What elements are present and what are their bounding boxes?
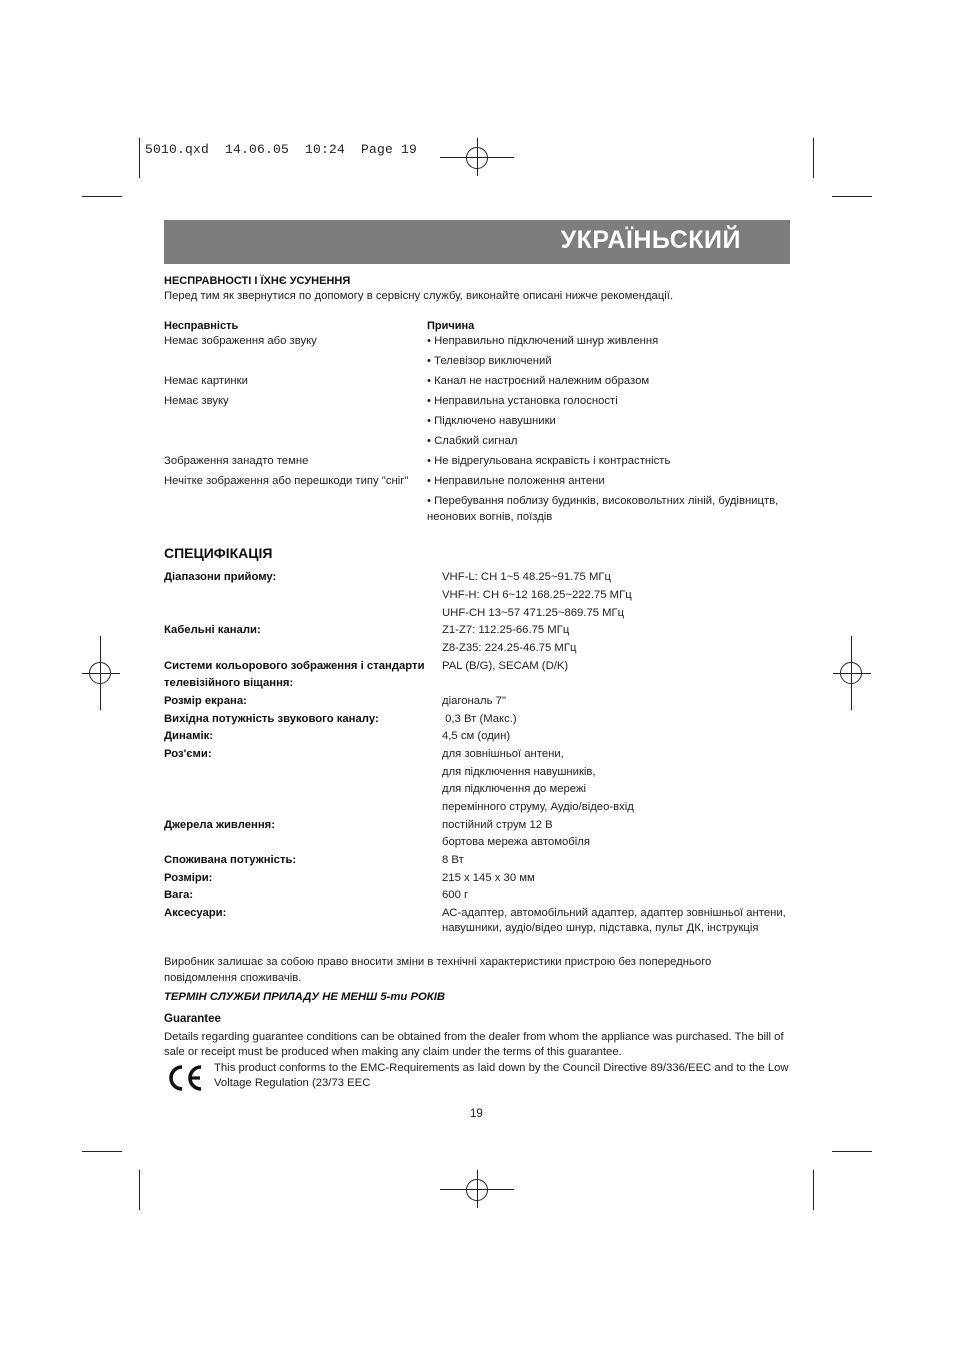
spec-label: Системи кольорового зображення і стандарти: [164, 660, 425, 672]
cause-text: • Перебування поблизу будинків, високовольтних ліній, будівництв,: [427, 495, 779, 507]
crop-mark: [832, 196, 872, 197]
spec-value: 600 г: [442, 889, 469, 901]
spec-value: для зовнішньої антени,: [442, 748, 564, 760]
spec-value: VHF-L: CH 1~5 48.25~91.75 МГц: [442, 571, 611, 583]
crop-mark: [139, 1170, 140, 1210]
fault-text: Немає звуку: [164, 395, 229, 407]
spec-value: VHF-H: CH 6~12 168.25~222.75 МГц: [442, 589, 632, 601]
cause-text: • Слабкий сигнал: [427, 435, 518, 447]
registration-circle: [89, 662, 111, 684]
crop-mark: [813, 138, 814, 178]
cause-text: • Канал не настроєний належним образом: [427, 375, 650, 387]
fault-text: Зображення занадто темне: [164, 455, 309, 467]
registration-circle: [466, 1179, 488, 1201]
spec-value: 8 Вт: [442, 854, 464, 866]
spec-value: постійний струм 12 В: [442, 819, 553, 831]
cause-text: • Неправильно підключений шнур живлення: [427, 335, 659, 347]
spec-value: навушники, аудіо/відео шнур, підставка, пульт ДК, інструкція: [442, 922, 759, 934]
fault-text: Нечітке зображення або перешкоди типу "сніг": [164, 475, 409, 487]
spec-label: Динамік:: [164, 730, 214, 742]
spec-value: перемінного струму, Аудіо/відео-вхід: [442, 801, 634, 813]
guarantee-text-line2: sale or receipt must be produced when making any claim under the terms of this guarantee.: [164, 1046, 622, 1058]
cause-text: • Неправильне положення антени: [427, 475, 605, 487]
registration-circle: [840, 662, 862, 684]
crop-mark: [832, 1151, 872, 1152]
spec-value: Z1-Z7: 112.25-66.75 МГц: [442, 624, 570, 636]
crop-mark: [813, 1170, 814, 1210]
spec-value: Z8-Z35: 224.25-46.75 МГц: [442, 642, 577, 654]
cause-text: • Не відрегульована яскравість і контрастність: [427, 455, 671, 467]
guarantee-text: Details regarding guarantee conditions can be obtained from the dealer from whom the appliance was purchased. The bill of: [164, 1031, 784, 1043]
manufacturer-note: Виробник залишає за собою право вносити зміни в технічні характеристики пристрою без попереднього: [164, 956, 712, 968]
troubleshooting-heading: НЕСПРАВНОСТІ І ЇХНЄ УСУНЕННЯ: [164, 275, 351, 287]
spec-value: PAL (B/G), SECAM (D/K): [442, 660, 569, 672]
file-slug: 5010.qxd 14.06.05 10:24 Page 19: [145, 142, 418, 157]
spec-value: 0,3 Вт (Макс.): [442, 713, 517, 725]
specification-heading: СПЕЦИФІКАЦІЯ: [164, 545, 273, 561]
spec-label: Вихідна потужність звукового каналу:: [164, 713, 379, 725]
fault-text: Немає картинки: [164, 375, 248, 387]
cause-text: • Телевізор виключений: [427, 355, 552, 367]
spec-label: Діапазони прийому:: [164, 571, 277, 583]
spec-label: Розміри:: [164, 872, 213, 884]
cause-column-header: Причина: [427, 320, 475, 332]
spec-label: Аксесуари:: [164, 907, 227, 919]
spec-label: Споживана потужність:: [164, 854, 297, 866]
spec-value: бортова мережа автомобіля: [442, 836, 590, 848]
service-life-note: ТЕРМІН СЛУЖБИ ПРИЛАДУ НЕ МЕНШ 5-ти РОКІВ: [164, 991, 446, 1003]
conformity-text: This product conforms to the EMC-Requirements as laid down by the Council Directive 89/336/EEC and to the Low: [214, 1062, 789, 1074]
manufacturer-note-line2: повідомлення споживачів.: [164, 972, 302, 984]
spec-label: Роз'єми:: [164, 748, 212, 760]
spec-label: Джерела живлення:: [164, 819, 276, 831]
spec-value: 215 x 145 x 30 мм: [442, 872, 535, 884]
cause-text: • Підключено навушники: [427, 415, 556, 427]
crop-mark: [139, 138, 140, 178]
fault-text: Немає зображення або звуку: [164, 335, 317, 347]
cause-text: неонових вогнів, поїздів: [427, 511, 553, 523]
spec-value: для підключення навушників,: [442, 766, 596, 778]
spec-value: діагональ 7": [442, 695, 506, 707]
ce-mark-icon: [166, 1064, 206, 1092]
language-banner: [164, 220, 790, 264]
spec-label: телевізійного віщання:: [164, 677, 294, 689]
crop-mark: [82, 196, 122, 197]
spec-value: для підключення до мережі: [442, 783, 587, 795]
spec-value: UHF-CH 13~57 471.25~869.75 МГц: [442, 607, 625, 619]
troubleshooting-intro: Перед тим як звернутися по допомогу в сервісну службу, виконайте описані нижче рекомендації.: [164, 290, 674, 302]
banner-title: УКРАЇНЬСКИЙ: [560, 226, 741, 254]
fault-column-header: Несправність: [164, 320, 239, 332]
registration-circle: [466, 147, 488, 169]
page-number: 19: [470, 1108, 483, 1120]
conformity-text-line2: Voltage Regulation (23/73 EEC: [214, 1077, 371, 1089]
guarantee-heading: Guarantee: [164, 1013, 221, 1025]
cause-text: • Неправильна установка голосності: [427, 395, 618, 407]
spec-label: Кабельні канали:: [164, 624, 261, 636]
spec-label: Розмір екрана:: [164, 695, 247, 707]
crop-mark: [82, 1151, 122, 1152]
spec-label: Вага:: [164, 889, 194, 901]
spec-value: 4,5 см (один): [442, 730, 511, 742]
spec-value: АС-адаптер, автомобільний адаптер, адаптер зовнішньої антени,: [442, 907, 786, 919]
